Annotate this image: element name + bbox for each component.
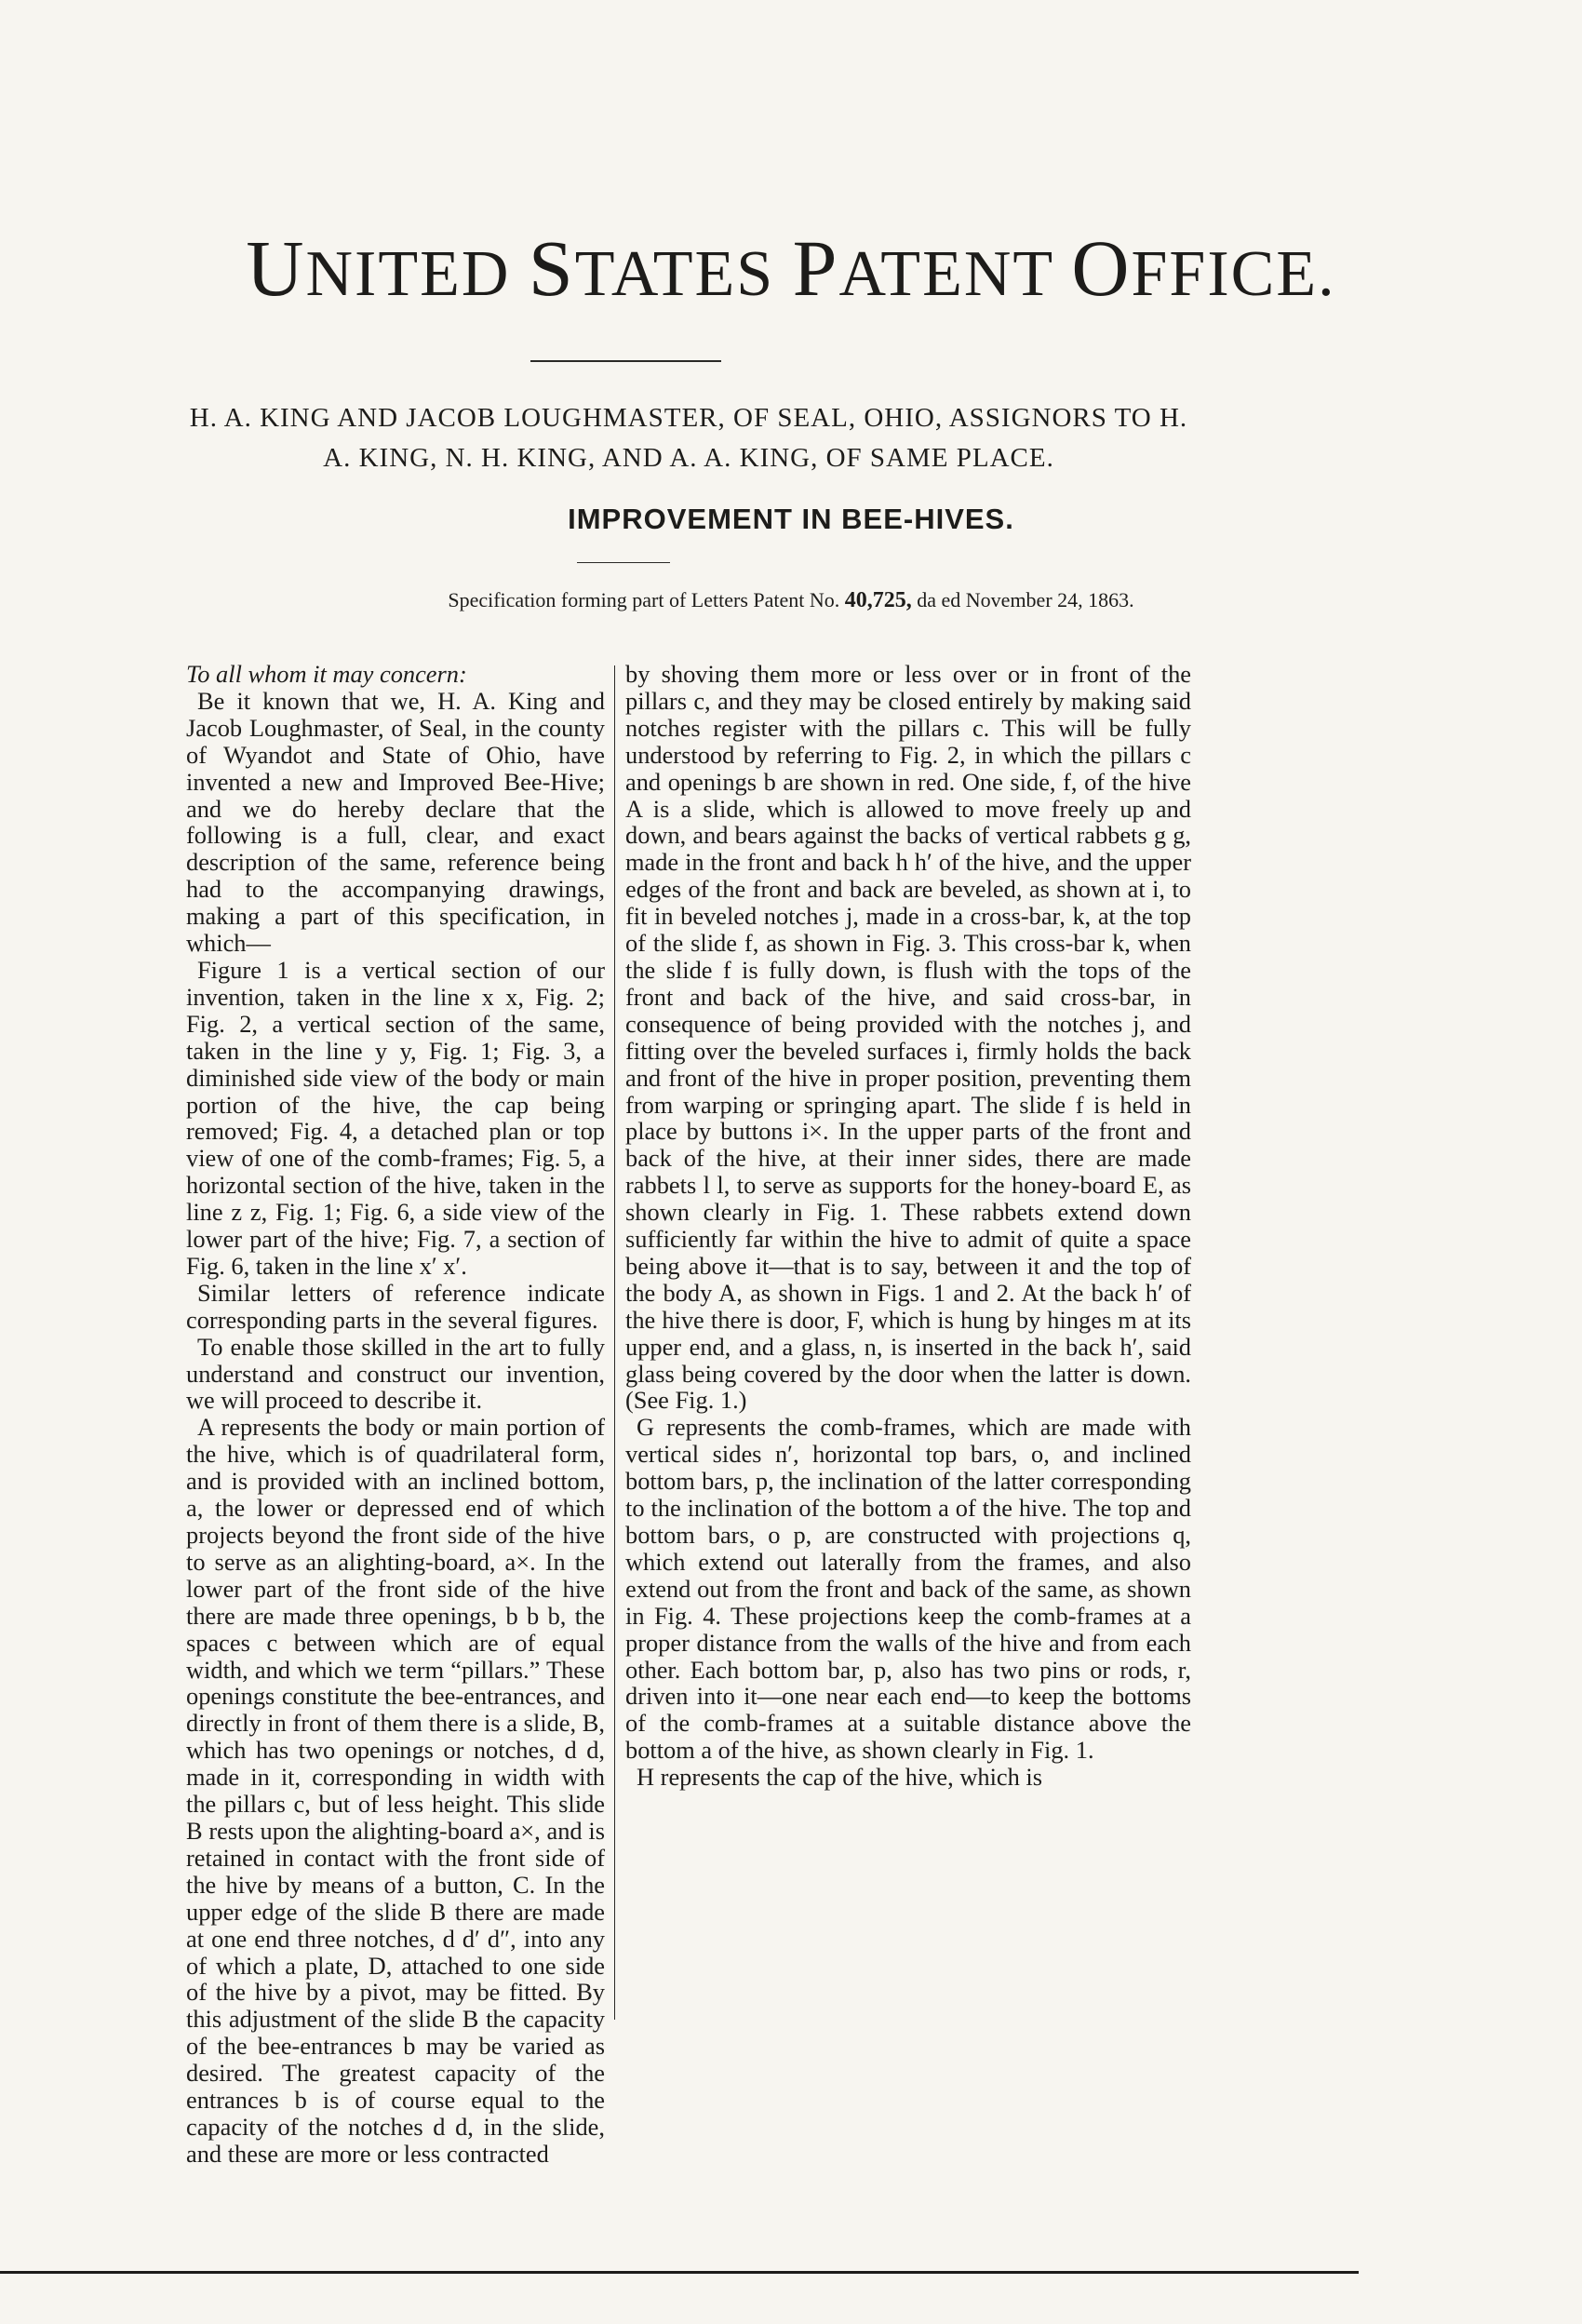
paragraph: Figure 1 is a vertical section of our invention, taken in the line x x, Fig. 2; Fig. 2, a vertical section of the same, taken in the line y y, Fig. 1; Fig. 3, a diminished side view of the body or main portion of the hive, the cap being removed; Fig. 4, a detached plan or top view of one of the comb-frames; Fig. 5, a horizontal section of the hive, taken in the line z z, Fig. 1; Fig. 6, a side view of the lower part of the hive; Fig. 7, a section of Fig. 6, taken in the line x′ x′.	[186, 955, 605, 1280]
inventors-block	[149, 398, 1228, 478]
patent-number: 40,725,	[844, 588, 912, 612]
specification-line	[0, 588, 1582, 613]
paragraph: Be it known that we, H. A. King and Jacob Loughmaster, of Seal, in the county of Wyandot and State of Ohio, have invented a new and Improved Bee-Hive; and we do hereby declare that the following is a full, clear, and exact description of the same, reference being had to the accompanying drawings, making a part of this specification, in which—	[186, 686, 605, 958]
paragraph: by shoving them more or less over or in front of the pillars c, and they may be closed entirely by making said notches register with the pillars c. This will be fully understood by referring to Fig. 2, in which the pillars c and openings b are shown in red. One side, f, of the hive A is a slide, which is allowed to move freely up and down, and bears against the backs of vertical rabbets g g, made in the front and back h h′ of the hive, and the upper edges of the front and back are beveled, as shown at i, to fit in beveled notches j, made in a cross-bar, k, at the top of the slide f, as shown in Fig. 3. This cross-bar k, when the slide f is fully down, is flush with the tops of the front and back of the hive, and said cross-bar, in consequence of being provided with the notches j, and fitting over the beveled surfaces i, firmly holds the back and front of the hive in proper position, preventing them from warping or springing apart. The slide f is held in place by buttons i×. In the upper parts of the front and back of the hive, at their inner sides, there are made rabbets l l, to serve as supports for the honey-board E, as shown clearly in Fig. 1. These rabbets extend down sufficiently far within the hive to admit of quite a space being above it—that is to say, between it and the top of the body A, as shown in Figs. 1 and 2. At the back h′ of the hive there is door, F, which is hung by hinges m at its upper end, and a glass, n, is inserted in the back h′, said glass being covered by the door when the latter is down. (See Fig. 1.)	[625, 660, 1191, 1415]
subtitle-divider	[577, 562, 670, 563]
column-divider	[614, 665, 615, 2020]
paragraph: Similar letters of reference indicate corresponding parts in the several figures.	[186, 1278, 605, 1334]
spec-date: da ed November 24, 1863.	[917, 588, 1134, 611]
paragraph: G represents the comb-frames, which are made with vertical sides n′, horizontal top bars, o, and inclined bottom bars, p, the inclination of the latter corresponding to the inclination of the bottom a of the hive. The top and bottom bars, o p, are constructed with projections q, which extend out laterally from the frames, and also extend out from the front and back of the same, as shown in Fig. 4. These projections keep the comb-frames at a proper distance from the walls of the hive and from each other. Each bottom bar, p, also has two pins or rods, r, driven into it—one near each end—to keep the bottoms of the comb-frames at a suitable distance above the bottom a of the hive, as shown clearly in Fig. 1.	[625, 1413, 1191, 1765]
inventors-line-1: H. A. KING AND JACOB LOUGHMASTER, OF SEAL, OHIO, ASSIGNORS TO H.	[189, 403, 1188, 433]
title-divider	[530, 360, 721, 362]
office-title: UNITED STATES PATENT OFFICE.	[246, 223, 1336, 313]
left-column	[186, 661, 605, 2168]
paragraph: A represents the body or main portion of the hive, which is of quadrilateral form, and is provided with an inclined bottom, a, the lower or depressed end of which projects beyond the front side of the hive to serve as an alighting-board, a×. In the lower part of the front side of the hive there are made three openings, b b b, the spaces c between which are of equal width, and which we term “pillars.” These openings constitute the bee-entrances, and directly in front of them there is a slide, B, which has two openings or notches, d d, made in it, corresponding in width with the pillars c, but of less height. This slide B rests upon the alighting-board a×, and is retained in contact with the front side of the hive by means of a button, C. In the upper edge of the slide B there are made at one end three notches, d d′ d″, into any of which a plate, D, attached to one side of the hive by a pivot, may be fitted. By this adjustment of the slide B the capacity of the bee-entrances b may be varied as desired. The greatest capacity of the entrances b is of course equal to the capacity of the notches d d, in the slide, and these are more or less contracted	[186, 1413, 605, 2168]
paragraph: To enable those skilled in the art to fully understand and construct our invention, we will proceed to describe it.	[186, 1332, 605, 1415]
salutation: To all whom it may concern:	[186, 660, 467, 688]
inventors-line-2: A. KING, N. H. KING, AND A. A. KING, OF SAME PLACE.	[323, 443, 1054, 473]
right-column	[625, 661, 1191, 1791]
spec-prefix: Specification forming part of Letters Patent No.	[448, 588, 840, 611]
page-bottom-rule	[0, 2271, 1359, 2274]
paragraph: H represents the cap of the hive, which is	[637, 1763, 1043, 1792]
invention-title: IMPROVEMENT IN BEE-HIVES.	[568, 503, 1014, 535]
